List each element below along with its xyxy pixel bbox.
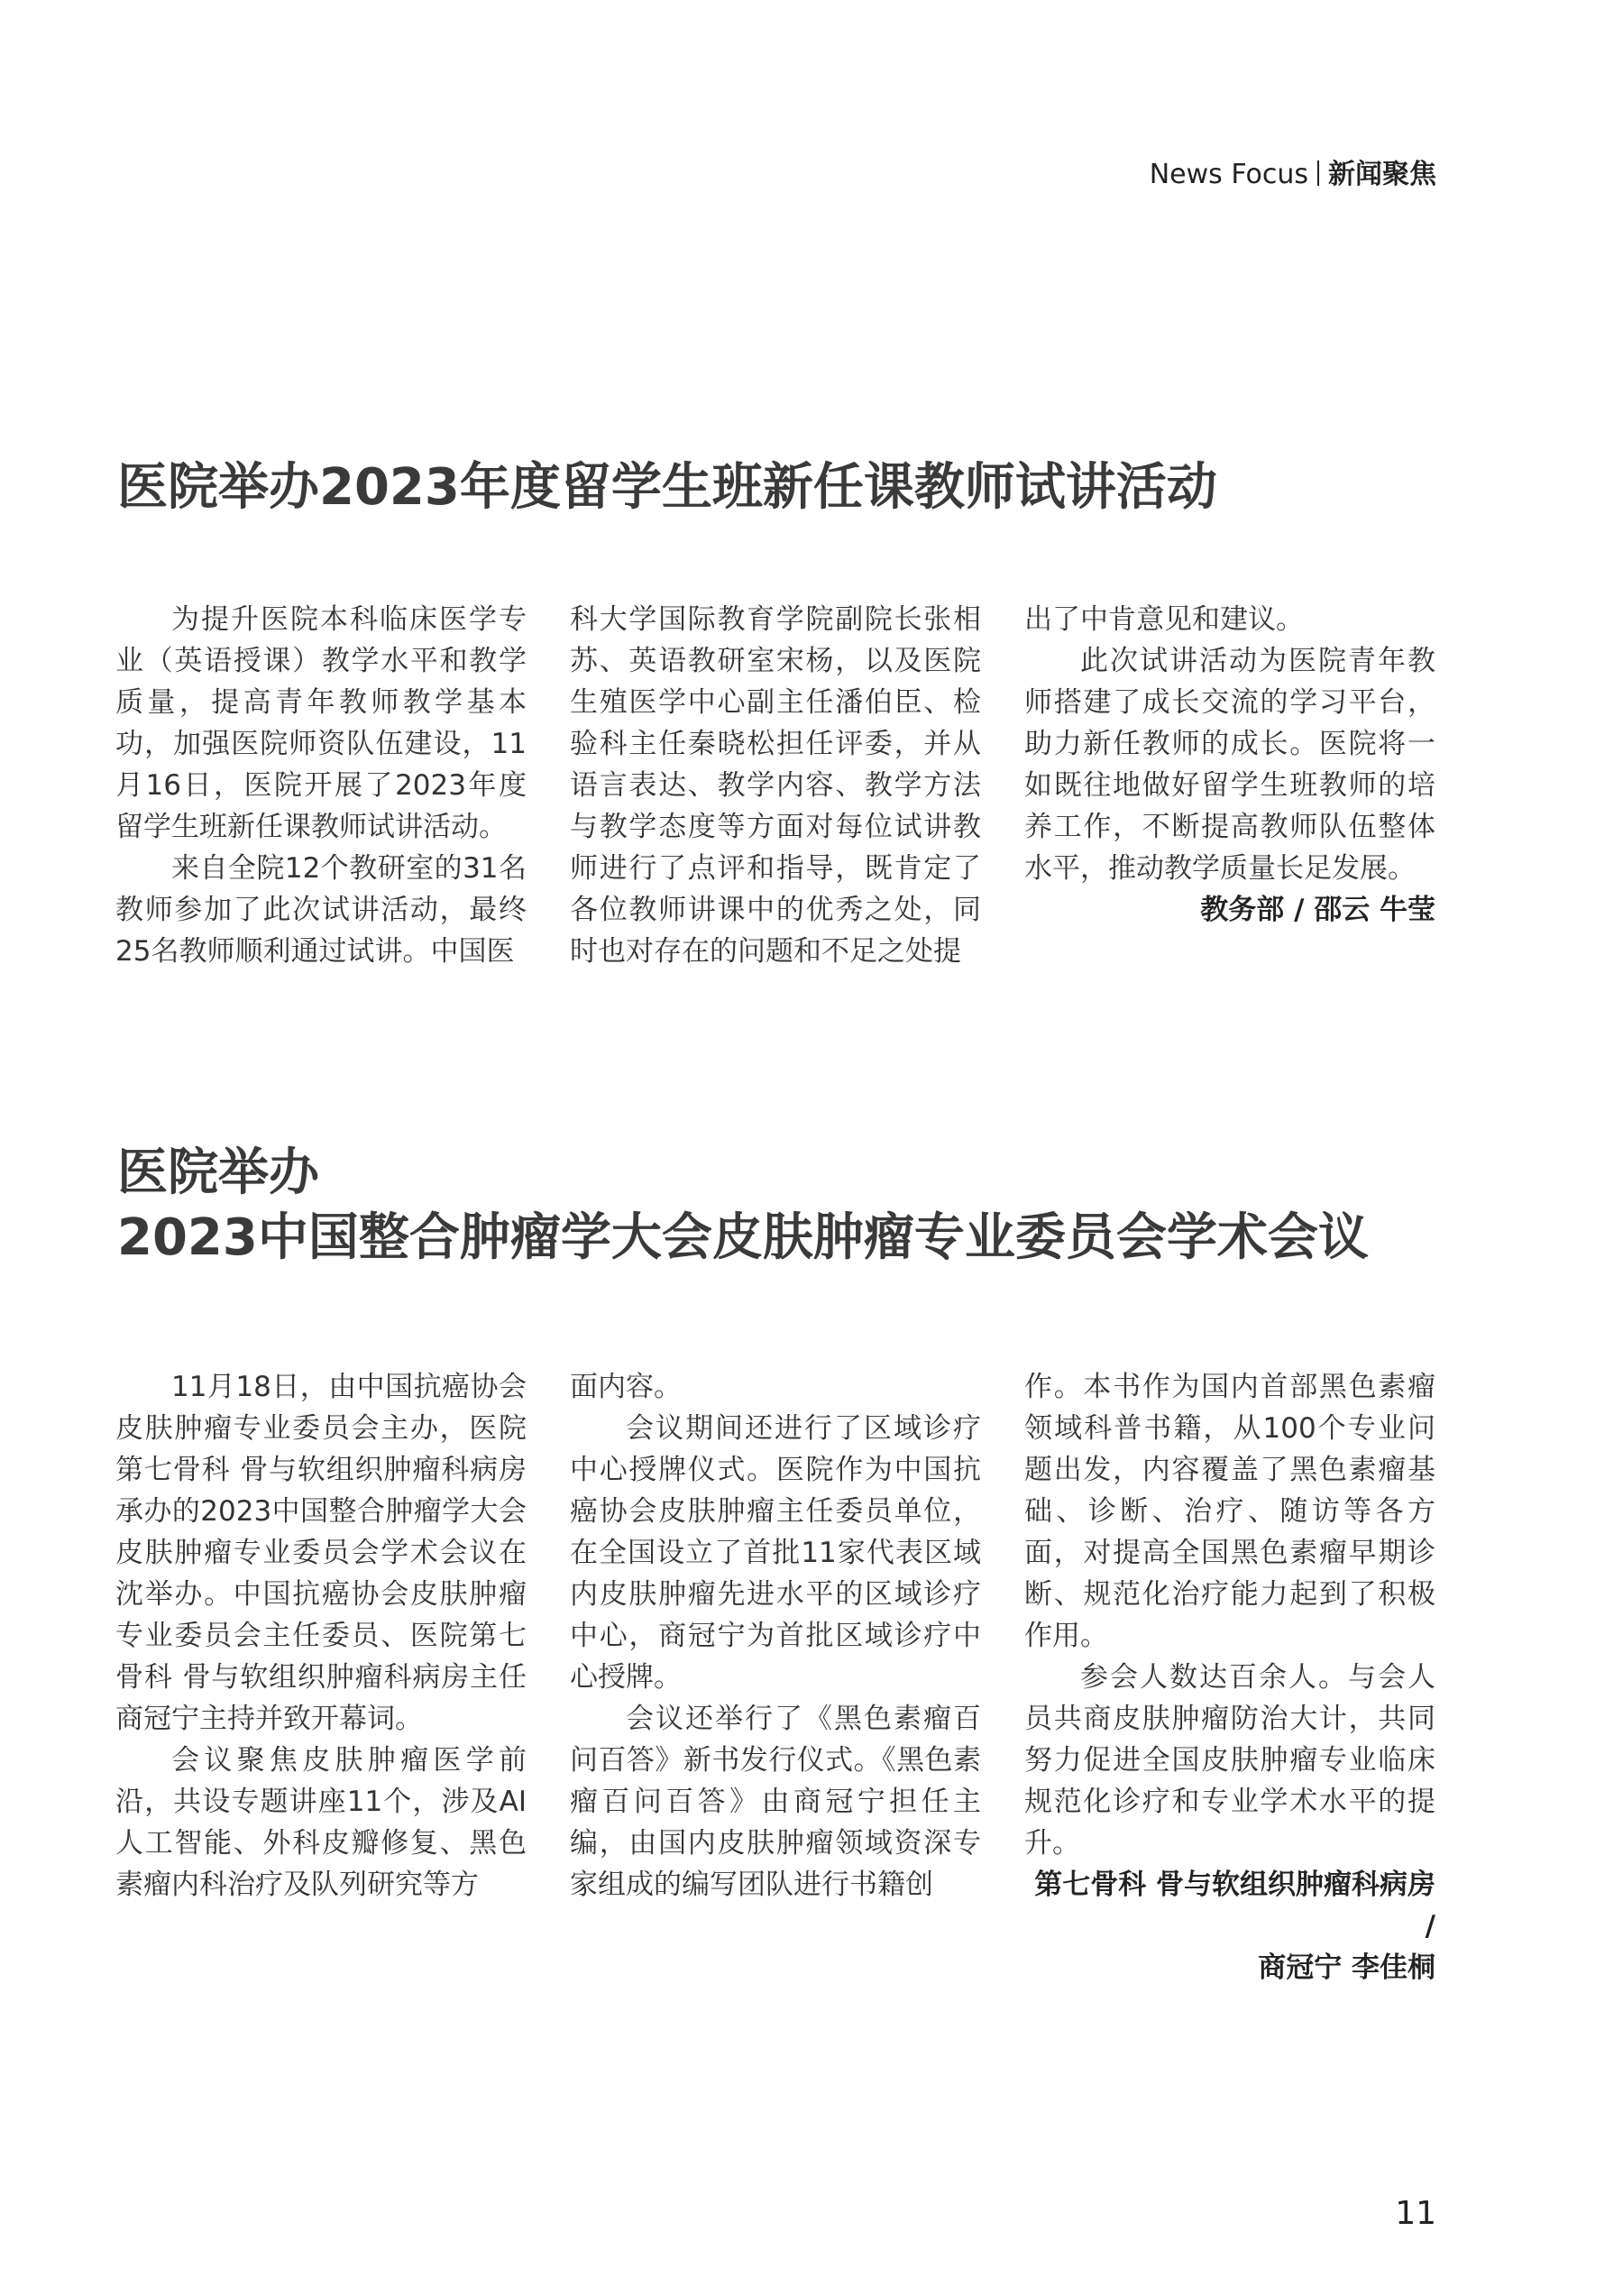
section-header-cn: 新闻聚焦 [1328, 159, 1436, 190]
article2-column-2 [570, 1366, 981, 1906]
paragraph: 会议聚焦皮肤肿瘤医学前沿，共设专题讲座11个，涉及AI人工智能、外科皮瓣修复、黑色素瘤内科治疗及队列研究等方 [115, 1744, 527, 1901]
section-header [1150, 152, 1436, 191]
article2-byline-line2: 商冠宁 李佳桐 [1258, 1952, 1435, 1984]
paragraph: 面内容。 [570, 1371, 682, 1403]
article1-title: 医院举办2023年度留学生班新任课教师试讲活动 [117, 458, 1217, 517]
page-number: 11 [1395, 2195, 1436, 2232]
paragraph: 科大学国际教育学院副院长张相苏、英语教研室宋杨，以及医院生殖医学中心副主任潘伯臣、检验科主任秦晓松担任评委，并从语言表达、教学内容、教学方法与教学态度等方面对每位试讲教师进行了点评和指导，既肯定了各位教师讲课中的优秀之处，同时也对存在的问题和不足之处提 [570, 603, 981, 968]
paragraph: 来自全院12个教研室的31名教师参加了此次试讲活动，最终25名教师顺利通过试讲。中国医 [115, 852, 527, 968]
article2-title-line1: 医院举办 [117, 1143, 319, 1202]
article2-column-3 [1024, 1366, 1435, 1988]
article1-column-1 [115, 599, 527, 972]
paragraph: 参会人数达百余人。与会人员共商皮肤肿瘤防治大计，共同努力促进全国皮肤肿瘤专业临床规范化诊疗和专业学术水平的提升。 [1024, 1661, 1435, 1860]
paragraph: 会议期间还进行了区域诊疗中心授牌仪式。医院作为中国抗癌协会皮肤肿瘤主任委员单位，在全国设立了首批11家代表区域内皮肤肿瘤先进水平的区域诊疗中心，商冠宁为首批区域诊疗中心授牌。 [570, 1412, 981, 1694]
header-divider [1317, 161, 1319, 186]
paragraph: 此次试讲活动为医院青年教师搭建了成长交流的学习平台，助力新任教师的成长。医院将一如既往地做好留学生班教师的培养工作，不断提高教师队伍整体水平，推动教学质量长足发展。 [1024, 645, 1435, 885]
article2-column-1 [115, 1366, 527, 1906]
paragraph: 11月18日，由中国抗癌协会皮肤肿瘤专业委员会主办，医院第七骨科 骨与软组织肿瘤科病房承办的2023中国整合肿瘤学大会皮肤肿瘤专业委员会学术会议在沈举办。中国抗癌协会皮肤肿瘤专业委员会主任委员、医院第七骨科 骨与软组织肿瘤科病房主任商冠宁主持并致开幕词。 [115, 1371, 527, 1735]
article2-title [117, 1141, 1369, 1271]
article1-column-2 [570, 599, 981, 972]
article1-byline: 教务部 / 邵云 牛莹 [1200, 894, 1435, 926]
paragraph: 作。本书作为国内首部黑色素瘤领域科普书籍，从100个专业问题出发，内容覆盖了黑色素瘤基础、诊断、治疗、随访等各方面，对提高全国黑色素瘤早期诊断、规范化治疗能力起到了积极作用。 [1024, 1371, 1435, 1652]
article1-column-3 [1024, 599, 1435, 931]
paragraph: 出了中肯意见和建议。 [1024, 603, 1304, 636]
paragraph: 为提升医院本科临床医学专业（英语授课）教学水平和教学质量，提高青年教师教学基本功，加强医院师资队伍建设，11月16日，医院开展了2023年度留学生班新任课教师试讲活动。 [115, 603, 527, 843]
article2-title-line2: 2023中国整合肿瘤学大会皮肤肿瘤专业委员会学术会议 [117, 1208, 1369, 1267]
paragraph: 会议还举行了《黑色素瘤百问百答》新书发行仪式。《黑色素瘤百问百答》由商冠宁担任主编，由国内皮肤肿瘤领域资深专家组成的编写团队进行书籍创 [570, 1703, 981, 1901]
article2-byline-line1: 第七骨科 骨与软组织肿瘤科病房 / [1034, 1869, 1435, 1942]
section-header-en: News Focus [1149, 159, 1308, 190]
